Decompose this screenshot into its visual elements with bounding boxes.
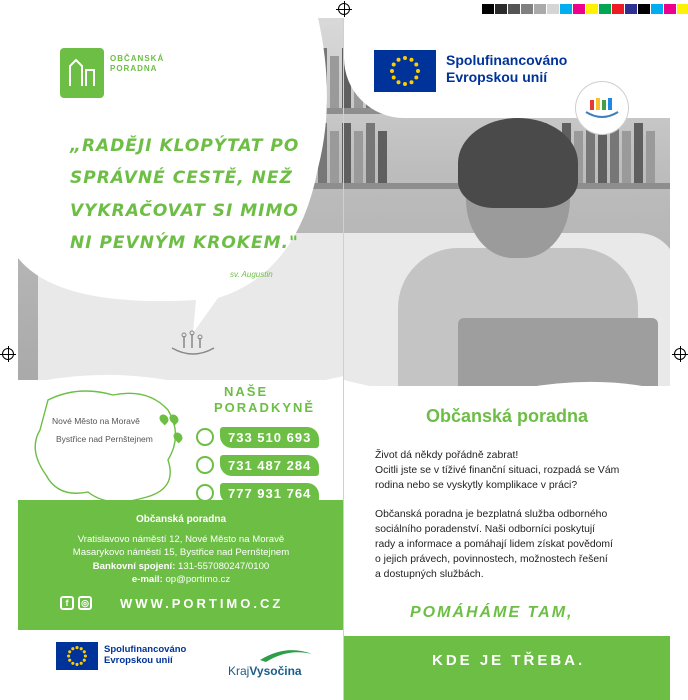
advisors-title-line2: PORADKYNĚ [214, 400, 316, 416]
phone-number[interactable]: 733 510 693 [220, 427, 319, 448]
advisor-avatar-icon [196, 456, 214, 474]
color-swatch [612, 4, 624, 14]
kraj-swoosh-icon [258, 646, 314, 664]
contact-email [18, 573, 344, 586]
social-links [60, 596, 92, 610]
color-swatch [586, 4, 598, 14]
para2-line: sociálního poradenství. Naši odborníci poskytují [375, 524, 596, 536]
advisors-title [214, 384, 315, 417]
color-swatch [625, 4, 637, 14]
para2-line: Občanská poradna je bezplatná služba odborného [375, 509, 608, 520]
bank-value: 131-557080247/0100 [178, 560, 270, 572]
registration-mark-top [338, 3, 350, 15]
slogan-line-1: POMÁHÁME TAM, [410, 604, 574, 621]
slogan-line-2: KDE JE TŘEBA. [432, 652, 586, 669]
color-calibration-bar [482, 4, 688, 14]
eu-text-line1: Spolufinancováno [446, 52, 568, 68]
color-swatch [508, 4, 520, 14]
info-title: Občanská poradna [425, 406, 589, 426]
color-swatch [534, 4, 546, 14]
eu-text-line2: Evropskou unií [446, 68, 548, 85]
color-swatch [573, 4, 585, 14]
color-swatch [664, 4, 676, 14]
map-place-nove-mesto: Nové Město na Moravě [52, 416, 140, 426]
eu-cofinanced-text-bottom [104, 644, 186, 667]
kraj-text-part2: Vysočina [249, 664, 302, 678]
advisor-avatar-icon [196, 428, 214, 446]
bank-label: Bankovní spojení: [92, 560, 176, 572]
logo-box-icon [60, 48, 104, 98]
para1-line: Život dá někdy pořádně zabrat! [375, 450, 519, 461]
eu-text-line2: Evropskou unií [104, 655, 173, 667]
quote-author: sv. Augustin [230, 270, 273, 279]
contact-bank [18, 560, 344, 573]
contact-address-1: Vratislavovo náměstí 12, Nové Město na Moravě [77, 534, 285, 545]
color-swatch [651, 4, 663, 14]
map-place-bystrice: Bystřice nad Pernštejnem [56, 434, 153, 444]
para2-line: o jejich právech, povinnostech, možnostech řešení [375, 554, 608, 566]
contact-address-2: Masarykovo náměstí 15, Bystřice nad Pernštejnem [72, 547, 290, 559]
facebook-icon[interactable]: f [60, 596, 74, 610]
color-swatch [547, 4, 559, 14]
contact-title: Občanská poradna [135, 514, 227, 525]
portimo-badge-logo [576, 82, 628, 134]
phone-number[interactable]: 731 487 284 [220, 455, 319, 476]
eu-text-line1: Spolufinancováno [104, 644, 187, 655]
color-swatch [521, 4, 533, 14]
para1-line: rodina nebo se vyskytly komplikace v práci? [375, 480, 578, 492]
color-swatch [638, 4, 650, 14]
registration-mark-left [2, 348, 14, 360]
boat-icon [170, 330, 216, 365]
phone-number[interactable]: 777 931 764 [220, 483, 319, 504]
color-swatch [482, 4, 494, 14]
advisor-phone-2[interactable] [196, 452, 320, 478]
advisors-title-line1: NAŠE [224, 384, 269, 399]
color-swatch [560, 4, 572, 14]
color-swatch [677, 4, 688, 14]
info-paragraph-2 [375, 507, 655, 582]
fold-line [343, 18, 344, 700]
eu-flag-icon [56, 642, 98, 670]
kraj-vysocina-logo [228, 646, 318, 686]
quote-text: „RADĚJI KLOPÝTAT PO SPRÁVNÉ CESTĚ, NEŽ VYKRAČOVAT SI MIMO NI PEVNÝM KROKEM." [70, 136, 300, 253]
website-link[interactable]: WWW.PORTIMO.CZ [120, 596, 284, 611]
color-swatch [495, 4, 507, 14]
instagram-icon[interactable]: ◎ [78, 596, 92, 610]
advisor-phone-1[interactable] [196, 424, 320, 450]
registration-mark-right [674, 348, 686, 360]
info-paragraph-1 [375, 448, 655, 493]
para1-line: Ocitli jste se v tíživé finanční situaci, rozpadá se Vám [375, 465, 620, 477]
kraj-text-part1: Kraj [228, 664, 250, 678]
logo-text-line1: OBČANSKÁ [110, 54, 165, 63]
logo-text-line2: PORADNA [110, 63, 158, 73]
para2-line: rady a informace a pomáhají lidem získat povědomí [375, 539, 613, 551]
woman-hair [458, 118, 578, 208]
email-link[interactable]: op@portimo.cz [165, 574, 231, 586]
eu-flag-icon [374, 50, 436, 92]
para2-line: a dostupných službách. [375, 569, 484, 581]
color-swatch [599, 4, 611, 14]
eu-cofinanced-text [446, 52, 567, 86]
region-map [18, 380, 218, 510]
email-label: e-mail: [131, 574, 163, 586]
obcanska-poradna-logo [60, 48, 170, 98]
